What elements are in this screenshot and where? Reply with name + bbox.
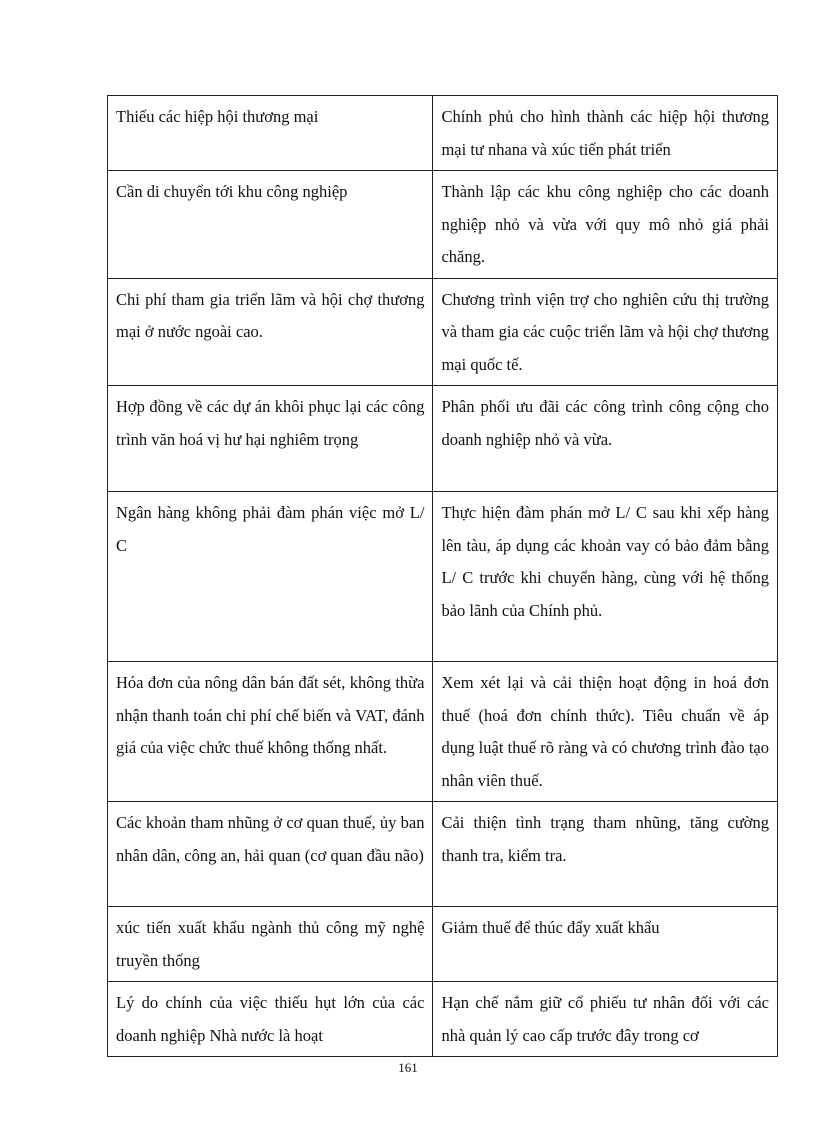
page-number: 161 bbox=[398, 1060, 418, 1075]
table-row bbox=[108, 96, 778, 171]
table-cell-problem: Cần di chuyển tới khu công nghiệp bbox=[108, 171, 433, 279]
table-cell-problem: Ngân hàng không phải đàm phán việc mở L/ C bbox=[108, 492, 433, 662]
table-cell-solution: Chính phủ cho hình thành các hiệp hội thương mại tư nhana và xúc tiến phát triển bbox=[433, 96, 778, 171]
table-cell-solution: Thực hiện đàm phán mở L/ C sau khi xếp hàng lên tàu, áp dụng các khoản vay có bảo đảm bằng L/ C trước khi chuyển hàng, cùng với hệ thống bảo lãnh của Chính phủ. bbox=[433, 492, 778, 662]
table-row bbox=[108, 907, 778, 982]
table-cell-solution: Xem xét lại và cải thiện hoạt động in hoá đơn thuế (hoá đơn chính thức). Tiêu chuẩn về áp dụng luật thuế rõ ràng và có chương trình đào tạo nhân viên thuế. bbox=[433, 662, 778, 802]
table-row bbox=[108, 982, 778, 1057]
table-cell-solution: Chương trình viện trợ cho nghiên cứu thị trường và tham gia các cuộc triển lãm và hội chợ thương mại quốc tế. bbox=[433, 278, 778, 386]
table-row bbox=[108, 802, 778, 907]
table-row bbox=[108, 662, 778, 802]
table-cell-problem: Lý do chính của việc thiếu hụt lớn của các doanh nghiệp Nhà nước là hoạt bbox=[108, 982, 433, 1057]
table-row bbox=[108, 386, 778, 492]
table-cell-problem: xúc tiến xuất khẩu ngành thủ công mỹ nghệ truyền thống bbox=[108, 907, 433, 982]
table-cell-problem: Chi phí tham gia triển lãm và hội chợ thương mại ở nước ngoài cao. bbox=[108, 278, 433, 386]
table-row bbox=[108, 171, 778, 279]
table-cell-problem: Các khoản tham nhũng ở cơ quan thuế, ủy ban nhân dân, công an, hải quan (cơ quan đầu não) bbox=[108, 802, 433, 907]
table-row bbox=[108, 278, 778, 386]
table-cell-solution: Phân phối ưu đãi các công trình công cộng cho doanh nghiệp nhỏ và vừa. bbox=[433, 386, 778, 492]
table-cell-problem: Thiếu các hiệp hội thương mại bbox=[108, 96, 433, 171]
table-cell-solution: Giảm thuế để thúc đẩy xuất khẩu bbox=[433, 907, 778, 982]
table-cell-solution: Thành lập các khu công nghiệp cho các doanh nghiệp nhỏ và vừa với quy mô nhỏ giá phải chăng. bbox=[433, 171, 778, 279]
policy-table bbox=[107, 95, 778, 1057]
table-cell-problem: Hợp đồng về các dự án khôi phục lại các công trình văn hoá vị hư hại nghiêm trọng bbox=[108, 386, 433, 492]
table-cell-solution: Cải thiện tình trạng tham nhũng, tăng cường thanh tra, kiểm tra. bbox=[433, 802, 778, 907]
table-cell-solution: Hạn chế nắm giữ cổ phiếu tư nhân đối với các nhà quản lý cao cấp trước đây trong cơ bbox=[433, 982, 778, 1057]
table-row bbox=[108, 492, 778, 662]
table-cell-problem: Hóa đơn của nông dân bán đất sét, không thừa nhận thanh toán chi phí chế biến và VAT, đánh giá của việc chức thuế không thống nhất. bbox=[108, 662, 433, 802]
